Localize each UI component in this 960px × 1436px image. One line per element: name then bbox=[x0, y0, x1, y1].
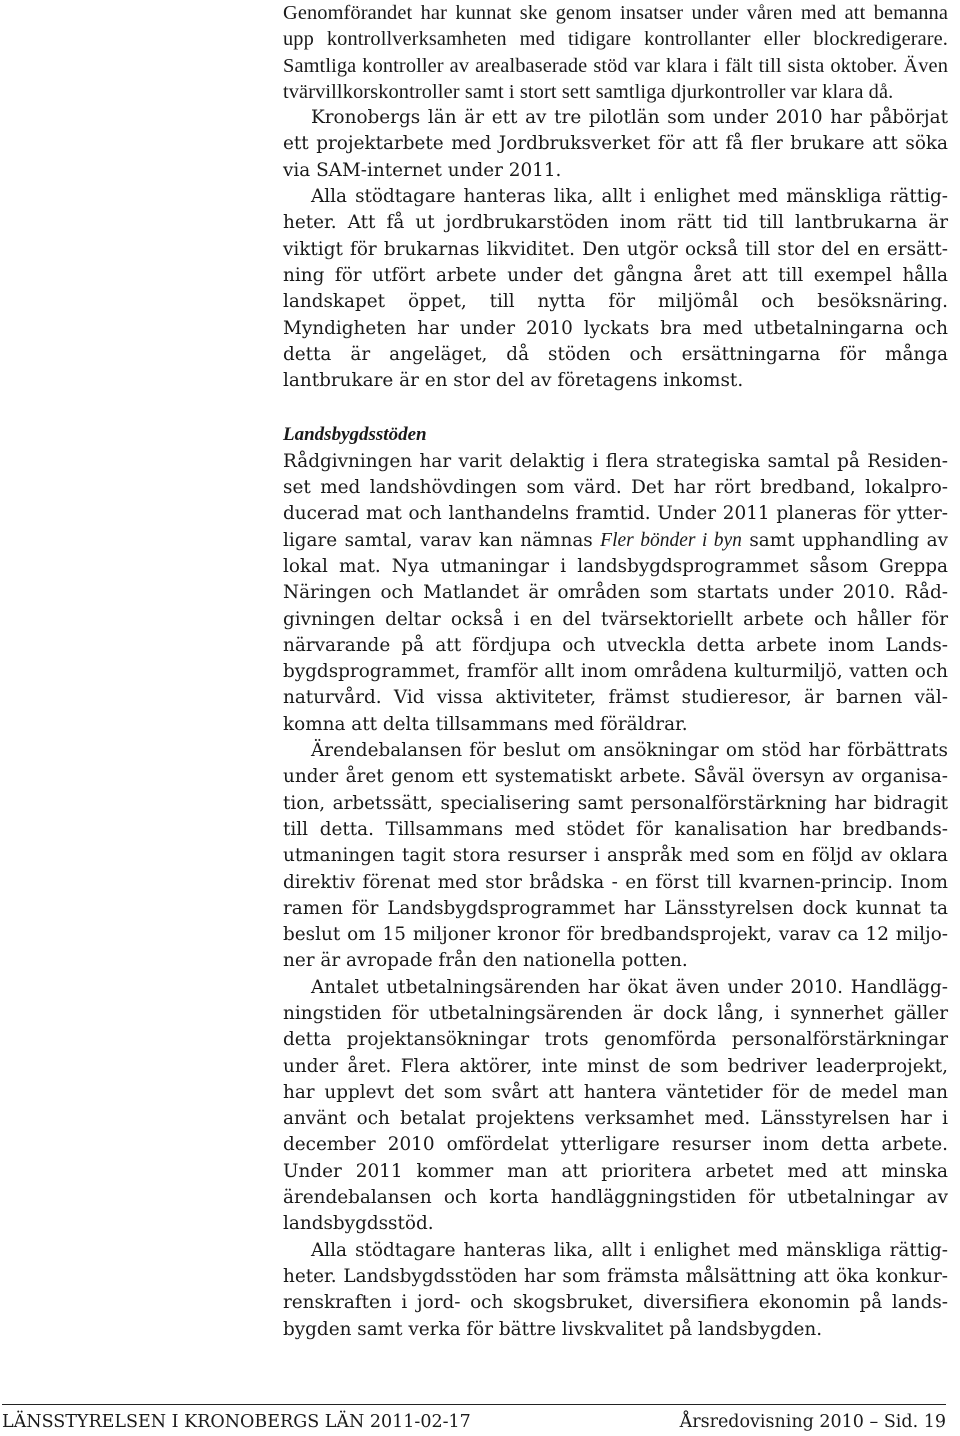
radgivningen-italic-title: Fler bönder i byn bbox=[600, 529, 742, 551]
footer-report-page: Årsredovisning 2010 – Sid. 19 bbox=[679, 1412, 946, 1432]
footer-organization-date: LÄNSSTYRELSEN I KRONOBERGS LÄN 2011-02-17 bbox=[2, 1412, 471, 1432]
radgivningen-text-after: samt upphandling av lokal mat. Nya utmaningar i landsbygdsprogrammet såsom Greppa Näringen och Matlandet är områden som startats under 2010. Rådgivningen deltar också i en del tvärsektoriellt arbete och håller för närvarande på att fördjupa och utveckla detta arbete inom Landsbygdsprogrammet, framför allt inom områdena kulturmiljö, vatten och naturvård. Vid vissa aktiviteter, främst studieresor, är barnen välkomna att delta tillsammans med föräldrar. bbox=[283, 529, 948, 735]
paragraph-kontroller: Genomförandet har kunnat ske genom insatser under våren med att bemanna upp kontrollverksamheten med tidigare kontrollanter eller blockredigerare. Samtliga kontroller av arealbaserade stöd var klara i fält till sista oktober. Även tvärvillkorskontroller samt i stort sett samtliga djurkontroller var klara då. bbox=[283, 2, 948, 103]
paragraph-pilotlan: Kronobergs län är ett av tre pilotlän som under 2010 har påbörjat ett projektarbete med Jordbruksverket för att få fler brukare att söka via SAM-internet under 2011. bbox=[283, 107, 948, 181]
document-body bbox=[283, 0, 948, 1343]
paragraph-arendebalansen: Ärendebalansen för beslut om ansökningar om stöd har förbättrats under året genom ett systematiskt arbete. Såväl översyn av organisation, arbetssätt, specialisering samt personalförstärkning har bidragit till detta. Tillsammans med stödet för kanalisation har bredbandsutmaningen tagit stora resurser i anspråk med som en följd av oklara direktiv förenat med stor brådska - en först till kvarnen-princip. Inom ramen för Landsbygdsprogrammet har Länsstyrelsen dock kunnat ta beslut om 15 miljoner kronor för bredbandsprojekt, varav ca 12 miljoner är avropade från den nationella potten. bbox=[283, 740, 948, 972]
page-footer bbox=[2, 1404, 946, 1433]
paragraph-stodtagare-landsbygd: Alla stödtagare hanteras lika, allt i enlighet med mänskliga rättigheter. Landsbygdsstöden har som främsta målsättning att öka konkurrenskraften i jord- och skogsbruket, diversifiera ekonomin på landsbygden samt verka för bättre livskvalitet på landsbygden. bbox=[283, 1239, 948, 1340]
paragraph-stodtagare-jordbruk: Alla stödtagare hanteras lika, allt i enlighet med mänskliga rättigheter. Att få ut jordbrukarstöden inom rätt tid till lantbrukarna är viktigt för brukarnas likviditet. Den utgör också till stor del en ersättning för utfört arbete under det gångna året att till exempel hålla landskapet öppet, till nytta för miljömål och besöksnäring. Myndigheten har under 2010 lyckats bra med utbetalningarna och detta är angeläget, då stöden och ersättningarna för många lantbrukare är en stor del av företagens inkomst. bbox=[283, 186, 948, 392]
paragraph-utbetalningsarenden: Antalet utbetalningsärenden har ökat även under 2010. Handläggningstiden för utbetalningsärenden är dock lång, i synnerhet gäller detta projektansökningar trots genomförda personalförstärkningar under året. Flera aktörer, inte minst de som bedriver leaderprojekt, har upplevt det som svårt att hantera väntetider för de medel man använt och betalat projektens verksamhet med. Länsstyrelsen har i december 2010 omfördelat ytterligare resurser inom detta arbete. Under 2011 kommer man att prioritera arbetet med att minska ärendebalansen och korta handläggningstiden för utbetalningar av landsbygdsstöd. bbox=[283, 976, 948, 1235]
section-heading-landsbygdsstoden: Landsbygdsstöden bbox=[283, 424, 427, 446]
radgivningen-text-before: Rådgivningen har varit delaktig i flera strategiska samtal på Residenset med landshövdingen som värd. Det har rört bredband, lokalproducerad mat och lanthandelns framtid. Under 2011 planeras för ytterligare samtal, varav kan nämnas bbox=[283, 450, 948, 551]
paragraph-radgivningen bbox=[283, 449, 948, 738]
